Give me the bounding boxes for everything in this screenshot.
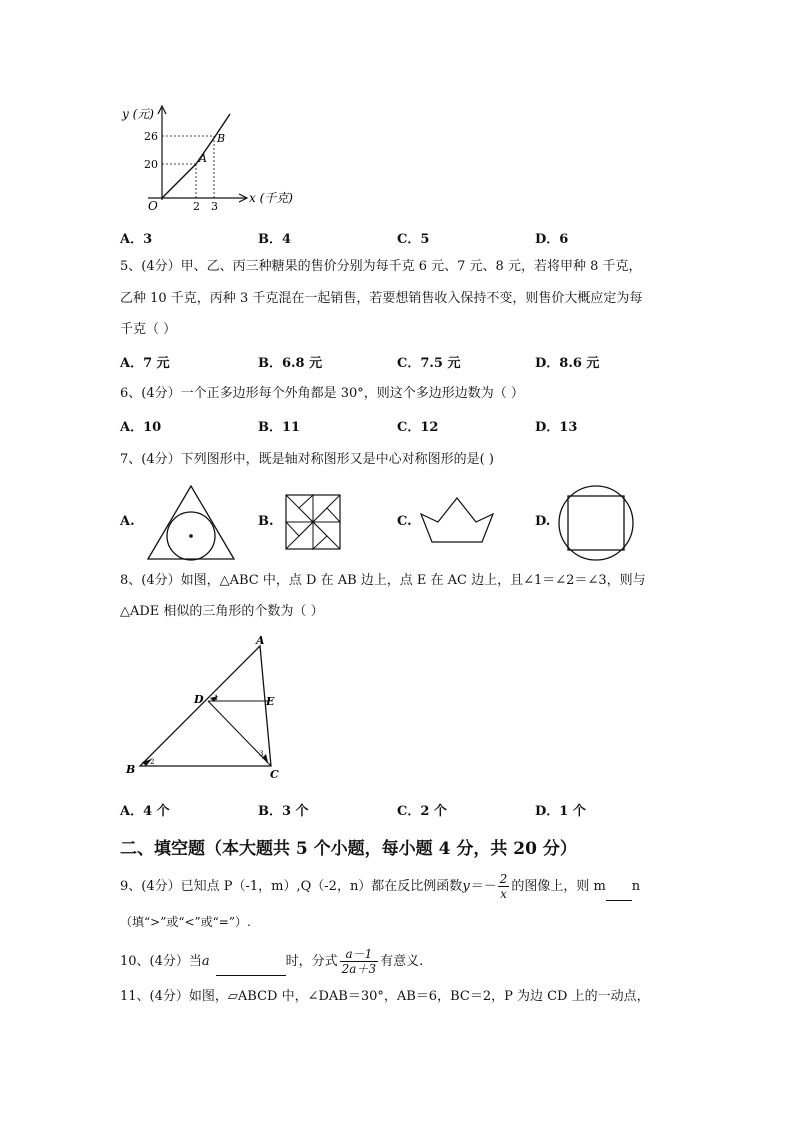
q5-line3: 千克（ ） (120, 322, 177, 337)
q7-label-d: D. (535, 514, 551, 529)
q6-option-d: D．13 (535, 420, 578, 435)
q7-figure-c-boat (420, 496, 494, 544)
q9-line1: 9、(4分）已知点 P（-1，m）,Q（-2，n）都在反比例函数y＝－ $\frac{2}{x}$ 的图像上，则 m n (120, 872, 641, 901)
q7-figure-b-pinwheel (285, 494, 341, 550)
q6-line1: 6、(4分）一个正多边形每个外角都是 30°，则这个多边形边数为（ ） (120, 386, 524, 401)
q5-line2: 乙种 10 千克，丙种 3 千克混在一起销售，若要想销售收入保持不变，则售价大概应定为每 (120, 291, 643, 306)
q5-option-c: C．7.5 元 (397, 356, 461, 371)
q7-label-b: B. (258, 514, 274, 529)
svg-text:A: A (256, 634, 265, 647)
x-axis-label: x (千克) (249, 191, 293, 205)
svg-text:D: D (194, 693, 204, 706)
q5-option-d: D．8.6 元 (535, 356, 600, 371)
q8-option-b: B．3 个 (258, 804, 309, 819)
q9-line2: （填“>”或“<”或“=”）. (120, 915, 251, 929)
svg-text:1: 1 (214, 694, 219, 702)
point-b-label: B (217, 132, 226, 145)
x-tick-3: 3 (211, 200, 218, 213)
q8-option-a: A．4 个 (120, 804, 170, 819)
q8-line2: △ADE 相似的三角形的个数为（ ） (120, 604, 324, 619)
x-tick-2: 2 (193, 200, 200, 213)
price-weight-graph (118, 100, 308, 215)
q4-option-a: A．3 (120, 232, 153, 247)
svg-text:3: 3 (259, 750, 264, 758)
q4-option-d: D．6 (535, 232, 569, 247)
q11-line1: 11、(4分）如图，▱ABCD 中，∠DAB＝30°，AB＝6，BC＝2，P 为边 CD 上的一动点， (120, 989, 650, 1004)
q6-option-b: B．11 (258, 420, 301, 435)
q7-label-a: A. (120, 514, 135, 529)
svg-text:B: B (126, 763, 136, 776)
y-tick-20: 20 (144, 158, 158, 171)
svg-text:2: 2 (150, 758, 155, 766)
q5-line1: 5、(4分）甲、乙、丙三种糖果的售价分别为每千克 6 元、7 元、8 元，若将甲种 8 千克， (120, 259, 642, 274)
q6-option-a: A．10 (120, 420, 162, 435)
y-tick-26: 26 (144, 130, 158, 143)
q8-option-d: D．1 个 (535, 804, 586, 819)
point-a-label: A (199, 152, 207, 165)
q5-option-b: B．6.8 元 (258, 356, 323, 371)
section-fill-in-blank-heading: 二、填空题（本大题共 5 个小题，每小题 4 分，共 20 分） (120, 839, 577, 859)
q4-option-b: B．4 (258, 232, 292, 247)
svg-text:E: E (266, 695, 275, 708)
q7-figure-d-circle-square (556, 484, 636, 562)
q8-option-c: C．2 个 (397, 804, 447, 819)
q10-line1: 10、(4分）当a 时，分式 $\frac{a-1}{2a+3}$ 有意义. (120, 947, 424, 976)
q5-option-a: A．7 元 (120, 356, 170, 371)
origin-label: O (148, 199, 158, 213)
q8-line1: 8、(4分）如图，△ABC 中，点 D 在 AB 边上，点 E 在 AC 边上，且∠1＝∠2＝∠3，则与 (120, 573, 646, 588)
q8-triangle-figure (118, 632, 298, 782)
q7-line1: 7、(4分）下列图形中，既是轴对称图形又是中心对称图形的是( ) (120, 452, 494, 467)
q6-option-c: C．12 (397, 420, 439, 435)
y-axis-label: y (元) (122, 107, 154, 121)
svg-text:C: C (270, 768, 279, 781)
q4-option-c: C．5 (397, 232, 430, 247)
q7-figure-a-triangle-circle (146, 484, 236, 562)
q7-label-c: C. (397, 514, 412, 529)
